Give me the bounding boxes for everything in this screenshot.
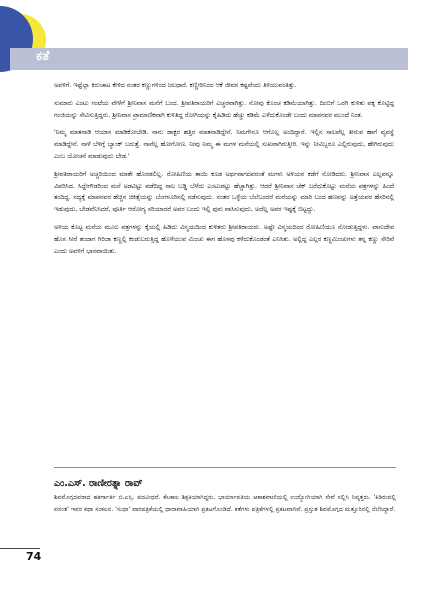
paragraph: ಅವಳಿಗೆ. ಇಷ್ಟೆಲ್ಲಾ ಕಿರುಚಾಟ ಕೇಳಿದ ನಂತರ ಕಣ್ಣುಗಳಿಂದ ಜಲಧಾರೆ. ಕಣ್ಣೀರಿನಿಂದ ಆಕೆ ಜೀವನ ಕಷ್ಟವೆಂದು ತಿಳಿಯುವಂತಿತ್ತು. <box>54 82 297 89</box>
story-body <box>54 80 394 263</box>
author-name: ಎಂ.ಎಸ್. ರಾಣೀರತ್ನಾ ರಾವ್ <box>54 478 143 489</box>
author-divider <box>54 467 396 468</box>
section-tag: ಕತೆ <box>36 49 50 64</box>
author-bio: ಶಿವಮೊಗ್ಗದವರಾದ ಹಕರ್ಗಾರ್ತಿ ಬಿ.ಎಸ್ಸಿ. ಪದವೀಧರೆ. ಕೆಲಕಾಲ ಶಿಕ್ಷಕಿಯಾಗಿದ್ದರು. ಭಾರ್ಯಾಪತಿಯ ಆಕಾಶವಾಣಿಯಲ್ಲಿ ಉದ್ಯೋಗಿಯಾಗಿ ಸೇವೆ ಸಲ್ಲಿಸಿ ನಿವೃತ್ತರು. 'ಕಿಡಿರುವಲ್ಲಿ ವಸಂತ' ಇವರ ಕಥಾ ಸಂಕಲನ. 'ಸುಧಾ' ವಾರಪತ್ರಿಕೆಯಲ್ಲಿ ಧಾರಾವಾಹಿಯಾಗಿ ಪ್ರಕಟಗೊಂಡಿದೆ. ಕತೆಗಳು ಪತ್ರಿಕೆಗಳಲ್ಲಿ ಪ್ರಕಟವಾಗಿವೆ. ಪ್ರಸ್ತುತ ಶಿವಮೊಗ್ಗದ ಮತ್ತೂರಿನಲ್ಲಿ ನೆಲೆಸಿದ್ದಾರೆ. <box>54 494 396 513</box>
paragraph: ಸುಮಾರು ಎಂಟು ಗಂಟೆಯ ವೇಳೆಗೆ ಶ್ರೀನಿವಾಸ ಮನೆಗೆ ಬಂದ. ಶ್ರೀಪತಿರಾಯರಿಗೆ ಎಚ್ಚರವಾಗಿತ್ತು. ನೋವು ಕೊಂಚ ಕಡಿಮೆಯಾಗಿತ್ತು. ದಿಂಬಿಗೆ ಒರಗಿ ಕುಳಿತು ಪಕ್ಕ ಕೊಟ್ಟಿದ್ದ ಗಂಜಿಯನ್ನು ಸೇವಿಸುತ್ತಿದ್ದರು. ಶ್ರೀನಿವಾಸ ಪ್ರಾಮಾಣಿಕವಾಗಿ ಕುಳಿತಿದ್ದ ರೋಗಿಯನ್ನು ಕೈಹಿಡಿದು ಹೆಚ್ಚು ಕಡಿಮೆ ಎಳೆದುಕೊಂಡೇ ಬಂದು ಮಾವನವರ ಮುಂದೆ ನಿಂತ. <box>54 99 394 119</box>
page-number: 74 <box>26 550 42 563</box>
page-number-rule <box>0 548 40 549</box>
paragraph: ಅಳಿಯ ಕೊಟ್ಟ ಮನೆಯ ಮೂಲ ಪತ್ರಗಳನ್ನು ಕೈಯಲ್ಲಿ ಹಿಡಿದು ವಿಸ್ಮಯದಿಂದ ಕುಳಿತರು ಶ್ರೀಪತಿರಾಯರು. ಅಷ್ಟೇ ವಿಸ್ಮಯದಿಂದ ರೋಹಿಣಿಯೂ ನೋಡುತ್ತಿದ್ದಳು. ವಾಸುದೇವ ಹೊಸ ಸೀರೆ ತಂದಾಗ ಗಿರಿಜಾ ಕಣ್ಣಲ್ಲಿ ಕಂಡುಬರುತ್ತಿದ್ದ ಹೊಳೆಯುವ ಮಿಂಚು ಈಗ ಹೊಳಪು ಕಳೆದುಕೊಂಡಂತೆ ಎನಿಸಿತು. ಅಲ್ಲಿದ್ದ ಎಲ್ಲರ ಕಣ್ಣಮಿಂಚುಗಳು ತನ್ನ ಕಣ್ಣು ಸೇರಿವೆ ಎಂದು ಅವಳಿಗೆ ಭಾಸವಾಯಿತು. <box>54 223 394 255</box>
section-header-band <box>10 48 408 70</box>
paragraph: 'ನಿಮ್ಮ ಮಾತನಾಡಿ ಆಯಾಸ ಮಾಡಿಕೋಬೇಡಿ. ನಾನು ಡಾಕ್ಟರ ಹತ್ತಿರ ಮಾತನಾಡಿದ್ದೇನೆ. ನಿಮಗೇನೂ ಆಗೊಲ್ಲ ಅಂದಿದ್ದಾರೆ. ಇಲ್ಲಿನ ಸಾಲವೆಲ್ಲ ತೀರುವ ಹಾಗೆ ವ್ಯವಸ್ಥೆ ಮಾಡಿದ್ದೇನೆ. ನಾಳೆ ಬೆಳಿಗ್ಗೆ ಬ್ಯಾಂಕ್ ಬರುತ್ತೆ. ನಾವೆಲ್ಲ ಹೋಗೋಣ. ನೀವು ನಿಮ್ಮ ಈ ಮಗಳ ಮನೆಯಲ್ಲಿ ಸುಖವಾಗಿರುತ್ತೀರಿ. ಇನ್ನು ನೀವಿಬ್ಬರೂ ಎಲ್ಲಿರುವುದು, ಹೇಗಿರುವುದು ಎಂಬ ಯೋಚನೆ ಮಾಡುವುದು ಬೇಡ.' <box>54 129 394 160</box>
paragraph: ಶ್ರೀಪತಿರಾಯರಿಗೆ ಅಚ್ಚರಿಯಿಂದ ಮಾತೇ ಹೊರಡಲಿಲ್ಲ. ರೋಹಿಣಿಯ ತಾಯಿ ಕೂಡ ಅರ್ಥವಾಗದವರಂತೆ ಮಗಳು ಅಳಿಯನ ಕಡೆಗೆ ನೋಡಿದರು. ಶ್ರೀನಿವಾಸ ಎಲ್ಲವನ್ನೂ ವಿವರಿಸಿದ. ಸಿದ್ದೇಗೌಡರಿಂದ ಮನೆ ಅಡವಿಟ್ಟು ಪಡೆದಿದ್ದ ಸಾಲ ಬಡ್ಡಿ ಬೆಳೆದು ಎಂಟುಪಟ್ಟು ಹೆಚ್ಚಾಗಿತ್ತು. ಆದರೆ ಶ್ರೀನಿವಾಸ ಚೆಕ್ ಬರೆದುಕೊಟ್ಟು ಮನೆಯ ಪತ್ರಗಳನ್ನು ಹಿಂದೆ ತಂದಿದ್ದ. ಸದ್ಯಕ್ಕೆ ಮಾವನವರ ಹೆಚ್ಚಿನ ಚಿಕಿತ್ಸೆಯನ್ನು ಬೆಂಗಳೂರಿನಲ್ಲಿ ನಡೆಸುವುದು. ನಂತರ ಒಳ್ಳೆಯ ಬೆಲೆಬಂದರೆ ಮನೆಯನ್ನು ಮಾರಿ ಬಂದ ಹಣವನ್ನು ಅತ್ತೆಯವರ ಹೆಸರಿನಲ್ಲಿ ಇಡುವುದು, ಬೇಡವೆನಿಸಿದರೆ, ಪೂರ್ತಿ ಆರೋಗ್ಯ ಸರಿಯಾದರೆ ಅವರ ಬಂದು ಇಲ್ಲಿ ಪುನಃ ವಾಸಿಸುವುದು, ಅದೆಲ್ಲ ಅವರ ಇಷ್ಟಕ್ಕೆ ಬಿಟ್ಟದ್ದು. <box>54 170 394 214</box>
